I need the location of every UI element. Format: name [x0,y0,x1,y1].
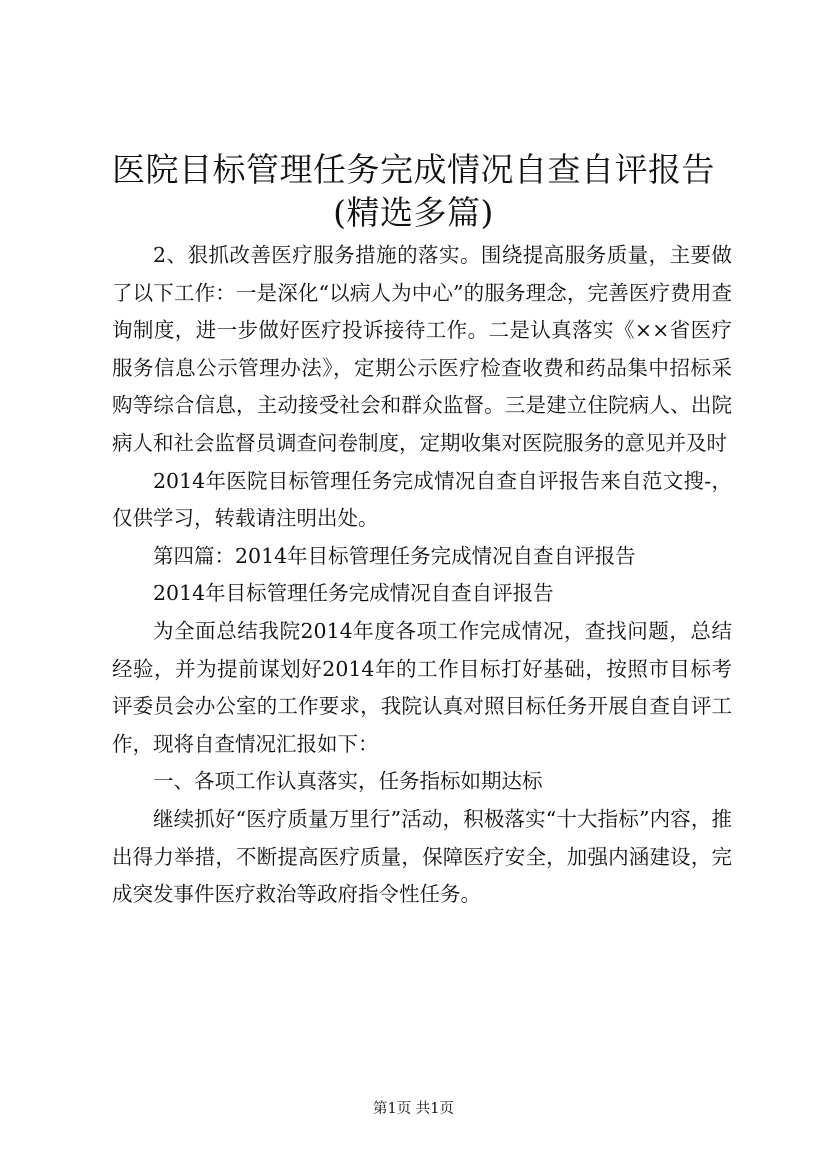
document-title: 医院目标管理任务完成情况自查自评报告(精选多篇) [112,150,715,232]
paragraph-quality-activities: 继续抓好“医疗质量万里行”活动，积极落实“十大指标”内容，推出得力举措，不断提高医疗质量，保障医疗安全，加强内涵建设，完成突发事件医疗救治等政府指令性任务。 [112,806,732,907]
paragraph-source-note: 2014年医院目标管理任务完成情况自查自评报告来自范文搜-，仅供学习，转载请注明出处。 [112,468,732,531]
page-footer: 第1页 共1页 [372,1101,455,1117]
document-body [112,237,732,914]
paragraph-report-title: 2014年目标管理任务完成情况自查自评报告 [153,581,554,606]
paragraph-measures: 2、狠抓改善医疗服务措施的落实。围绕提高服务质量，主要做了以下工作：一是深化“以病人为中心”的服务理念，完善医疗费用查询制度，进一步做好医疗投诉接待工作。二是认真落实《××省医疗服务信息公示管理办法》，定期公示医疗检查收费和药品集中招标采购等综合信息，主动接受社会和群众监督。三是建立住院病人、出院病人和社会监督员调查问卷制度，定期收集对医院服务的意见并及时 [112,243,732,455]
paragraph-introduction: 为全面总结我院2014年度各项工作完成情况，查找问题，总结经验，并为提前谋划好2014年的工作目标打好基础，按照市目标考评委员会办公室的工作要求，我院认真对照目标任务开展自查自评工作，现将自查情况汇报如下： [112,618,732,756]
paragraph-part-four-heading: 第四篇：2014年目标管理任务完成情况自查自评报告 [153,543,636,568]
paragraph-section-one-heading: 一、各项工作认真落实，任务指标如期达标 [153,769,543,794]
